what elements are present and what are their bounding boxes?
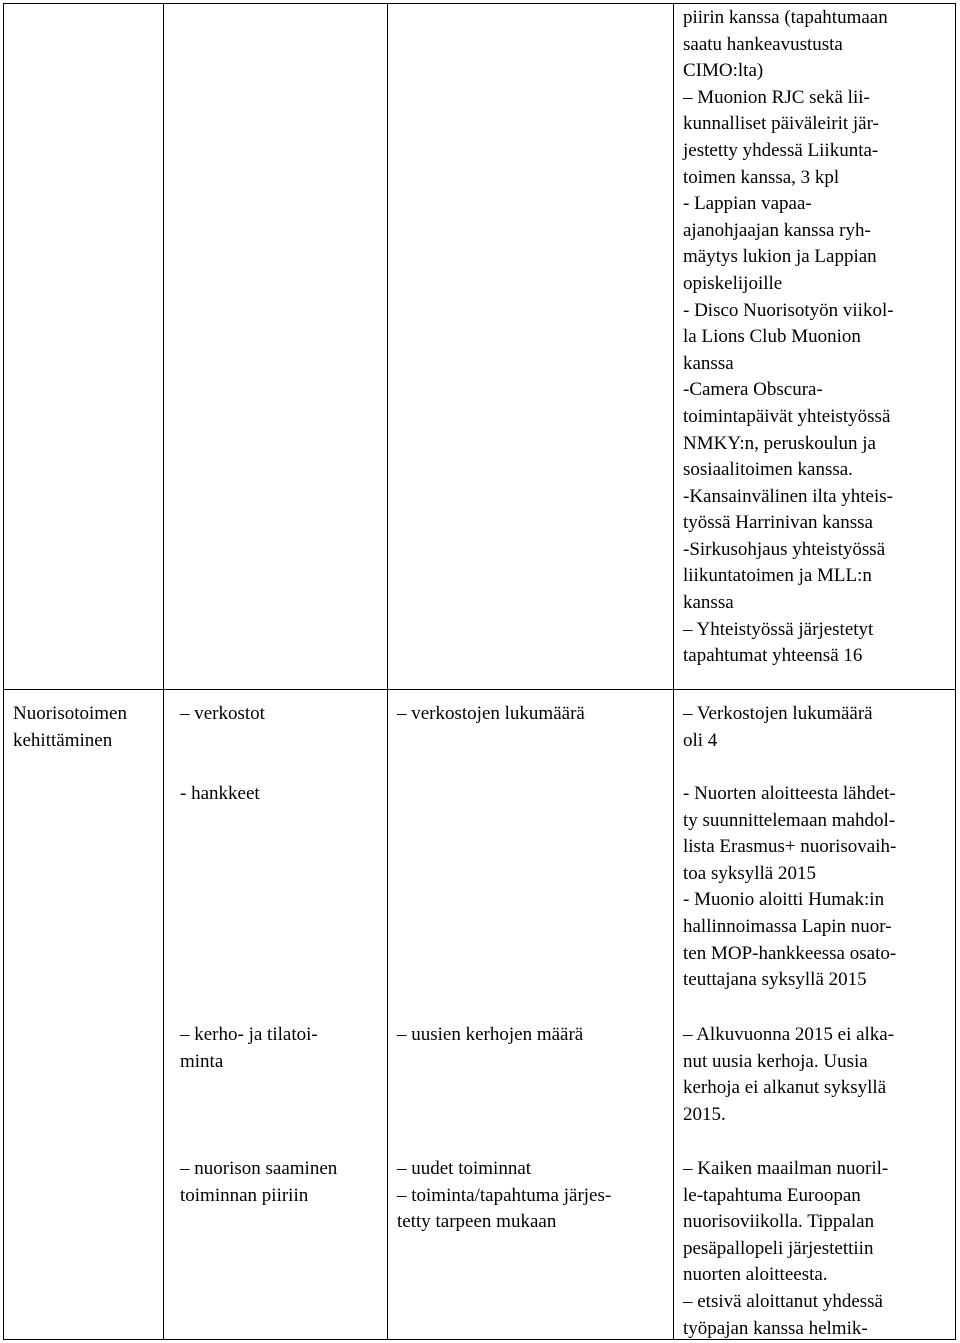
text-line: hallinnoimassa Lapin nuor- — [683, 915, 892, 937]
text-line: Nuorisotoimen — [13, 703, 127, 724]
text-line: toimen kanssa, 3 kpl — [683, 166, 840, 188]
text-line: – uusien kerhojen määrä — [397, 1024, 584, 1045]
text-line: kerhoja ei alkanut syksyllä — [683, 1077, 887, 1099]
text-line: - Lappian vapaa- — [683, 193, 812, 215]
indicator-clubs — [397, 1022, 583, 1049]
text-line: tapahtumat yhteensä 16 — [683, 645, 863, 667]
text-line: – kerho- ja tilatoi- — [180, 1024, 318, 1045]
text-line: toimintapäivät yhteistyössä — [683, 405, 891, 427]
result-youth-participation — [683, 1156, 888, 1342]
text-line: ajanohjaajan kanssa ryh- — [683, 219, 871, 241]
goal-youth-participation — [180, 1156, 337, 1209]
goal-projects — [180, 781, 260, 808]
text-line: tetty tarpeen mukaan — [397, 1211, 557, 1233]
text-line: 2015. — [683, 1103, 726, 1125]
text-line: kanssa — [683, 352, 734, 374]
text-line: – verkostojen lukumäärä — [397, 703, 585, 724]
text-line: toa syksyllä 2015 — [683, 862, 816, 884]
text-line: – Kaiken maailman nuoril- — [683, 1158, 889, 1179]
text-line: kehittäminen — [13, 729, 113, 751]
text-line: sosiaalitoimen kanssa. — [683, 459, 853, 481]
result-clubs — [683, 1022, 894, 1128]
text-line: -Sirkusohjaus yhteistyössä — [683, 538, 886, 560]
text-line: – uudet toiminnat — [397, 1158, 532, 1179]
text-line: - hankkeet — [180, 783, 260, 804]
row-divider — [3, 689, 956, 690]
text-line: – Alkuvuonna 2015 ei alka- — [683, 1024, 895, 1045]
text-line: - Muonio aloitti Humak:in — [683, 889, 885, 911]
text-line: kanssa — [683, 592, 734, 614]
goal-clubs — [180, 1022, 318, 1075]
text-line: nuorisoviikolla. Tippalan — [683, 1211, 875, 1233]
text-line: mäytys lukion ja Lappian — [683, 246, 877, 268]
text-line: - Nuorten aloitteesta lähdet- — [683, 783, 896, 804]
text-line: saatu hankeavustusta — [683, 33, 843, 55]
text-line: piirin kanssa (tapahtumaan — [683, 7, 888, 28]
section-title — [13, 701, 127, 754]
column-divider-2 — [387, 3, 388, 1340]
text-line: – toiminta/tapahtuma järjes- — [397, 1184, 612, 1206]
text-line: kunnalliset päiväleirit jär- — [683, 113, 879, 135]
result-networks — [683, 701, 873, 754]
column-divider-1 — [163, 3, 164, 1340]
text-line: le-tapahtuma Euroopan — [683, 1184, 861, 1206]
text-line: – Yhteistyössä järjestetyt — [683, 618, 874, 640]
text-line: teuttajana syksyllä 2015 — [683, 969, 867, 991]
text-line: ten MOP-hankkeessa osato- — [683, 942, 897, 964]
text-line: työpajan kanssa helmik- — [683, 1317, 868, 1339]
text-line: – etsivä aloittanut yhdessä — [683, 1290, 883, 1312]
goal-networks — [180, 701, 265, 728]
text-line: – Verkostojen lukumäärä — [683, 703, 873, 724]
text-line: oli 4 — [683, 729, 718, 751]
text-line: NMKY:n, peruskoulun ja — [683, 432, 876, 454]
text-line: – Muonion RJC sekä lii- — [683, 86, 870, 108]
text-line: -Camera Obscura- — [683, 379, 823, 401]
text-line: työssä Harrinivan kanssa — [683, 512, 873, 534]
text-line: nut uusia kerhoja. Uusia — [683, 1050, 868, 1072]
column-divider-3 — [673, 3, 674, 1340]
text-line: opiskelijoille — [683, 272, 783, 294]
text-line: la Lions Club Muonion — [683, 326, 861, 348]
text-line: – nuorison saaminen — [180, 1158, 338, 1179]
text-line: -Kansainvälinen ilta yhteis- — [683, 485, 893, 507]
top-row-col4-text — [683, 5, 894, 670]
text-line: CIMO:lta) — [683, 60, 764, 82]
text-line: minta — [180, 1050, 224, 1072]
text-line: nuorten aloitteesta. — [683, 1264, 828, 1286]
indicator-youth-participation — [397, 1156, 611, 1236]
text-line: liikuntatoimen ja MLL:n — [683, 565, 872, 587]
result-projects — [683, 781, 896, 994]
text-line: lista Erasmus+ nuorisovaih- — [683, 836, 897, 858]
text-line: pesäpallopeli järjestettiin — [683, 1237, 874, 1259]
text-line: - Disco Nuorisotyön viikol- — [683, 299, 894, 321]
indicator-networks — [397, 701, 585, 728]
text-line: jestetty yhdessä Liikunta- — [683, 139, 879, 161]
text-line: toiminnan piiriin — [180, 1184, 309, 1206]
text-line: ty suunnittelemaan mahdol- — [683, 809, 896, 831]
text-line: – verkostot — [180, 703, 265, 724]
